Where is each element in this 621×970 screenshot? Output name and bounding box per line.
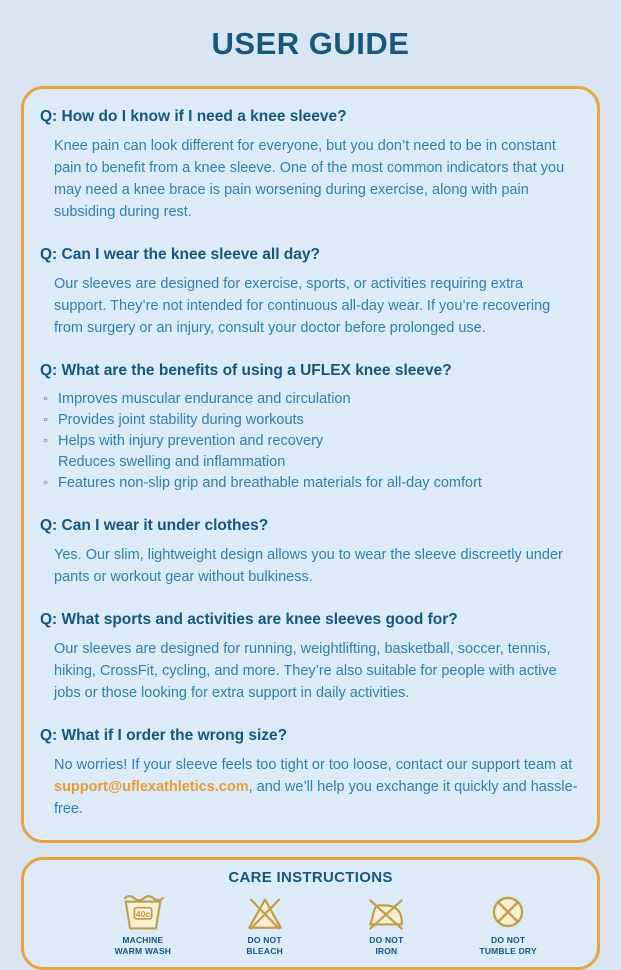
faq-item xyxy=(40,727,579,820)
support-email-link[interactable]: support@uflexathletics.com xyxy=(54,779,249,795)
faq-answer: Our sleeves are designed for exercise, sports, or activities requiring extra support. They’re not intended for continuous all-day wear. If you’re recovering from surgery or an injury, consult your doctor before prolonged use. xyxy=(54,276,551,336)
faq-question: Q: What if I order the wrong size? xyxy=(40,727,288,744)
faq-item xyxy=(40,246,579,339)
bullet-text: Improves muscular endurance and circulation xyxy=(58,391,351,407)
faq-question: Q: Can I wear the knee sleeve all day? xyxy=(40,246,320,263)
care-item-do-not-iron xyxy=(326,893,448,957)
benefits-bullet-list xyxy=(43,389,579,494)
bullet-item xyxy=(43,389,579,410)
answer-text-before: No worries! If your sleeve feels too tight or too loose, contact our support team at xyxy=(54,757,573,773)
care-label: DO NOT IRON xyxy=(369,935,404,956)
care-item-machine-warm-wash xyxy=(82,893,204,957)
care-label: MACHINE WARM WASH xyxy=(114,935,172,956)
faq-section xyxy=(21,86,600,843)
bullet-text: Reduces swelling and inflammation xyxy=(58,454,286,470)
bullet-text: Provides joint stability during workouts xyxy=(58,412,304,428)
bullet-item xyxy=(43,452,579,473)
faq-item xyxy=(40,362,579,494)
bullet-marker: ◦ xyxy=(43,391,49,407)
do-not-tumble-dry-icon xyxy=(447,893,569,931)
do-not-iron-icon xyxy=(326,893,448,931)
care-label: DO NOT TUMBLE DRY xyxy=(479,935,537,956)
bullet-marker: ◦ xyxy=(43,412,49,428)
care-instructions-section xyxy=(21,857,600,970)
machine-warm-wash-icon xyxy=(82,893,204,931)
faq-question: Q: What sports and activities are knee sleeves good for? xyxy=(40,611,458,628)
bullet-marker xyxy=(43,452,58,473)
faq-question: Q: What are the benefits of using a UFLEX knee sleeve? xyxy=(40,362,452,379)
bullet-text: Features non-slip grip and breathable materials for all-day comfort xyxy=(58,475,482,491)
page-title: USER GUIDE xyxy=(211,26,410,61)
bullet-text: Helps with injury prevention and recovery xyxy=(58,433,324,449)
bullet-marker: ◦ xyxy=(43,475,49,491)
faq-answer: Knee pain can look different for everyone, but you don’t need to be in constant pain to benefit from a knee sleeve. One of the most common indicators that you may need a knee brace is pain worsening during exercise, along with pain subsiding during rest. xyxy=(54,138,565,220)
care-item-do-not-bleach xyxy=(204,893,326,957)
bullet-item xyxy=(43,473,579,494)
care-icons-row xyxy=(24,893,597,957)
faq-answer xyxy=(54,754,579,820)
faq-item xyxy=(40,108,579,223)
do-not-bleach-icon xyxy=(204,893,326,931)
faq-answer: Yes. Our slim, lightweight design allows you to wear the sleeve discreetly under pants or workout gear without bulkiness. xyxy=(54,547,563,585)
care-label: DO NOT BLEACH xyxy=(246,935,283,956)
bullet-marker: ◦ xyxy=(43,433,49,449)
faq-question: Q: Can I wear it under clothes? xyxy=(40,517,269,534)
bullet-item xyxy=(43,431,579,452)
bullet-item xyxy=(43,410,579,431)
svg-text:40c: 40c xyxy=(135,908,151,919)
faq-question: Q: How do I know if I need a knee sleeve? xyxy=(40,108,347,125)
faq-answer: Our sleeves are designed for running, weightlifting, basketball, soccer, tennis, hiking, CrossFit, cycling, and more. They’re also suitable for people with active jobs or those looking for extra support in daily activities. xyxy=(54,641,557,701)
answer-text-after: , and we’ll help you exchange it quickly and hassle-free. xyxy=(54,779,578,817)
faq-item xyxy=(40,611,579,704)
care-item-do-not-tumble-dry xyxy=(447,893,569,957)
care-instructions-title: CARE INSTRUCTIONS xyxy=(228,869,393,886)
faq-item xyxy=(40,517,579,588)
